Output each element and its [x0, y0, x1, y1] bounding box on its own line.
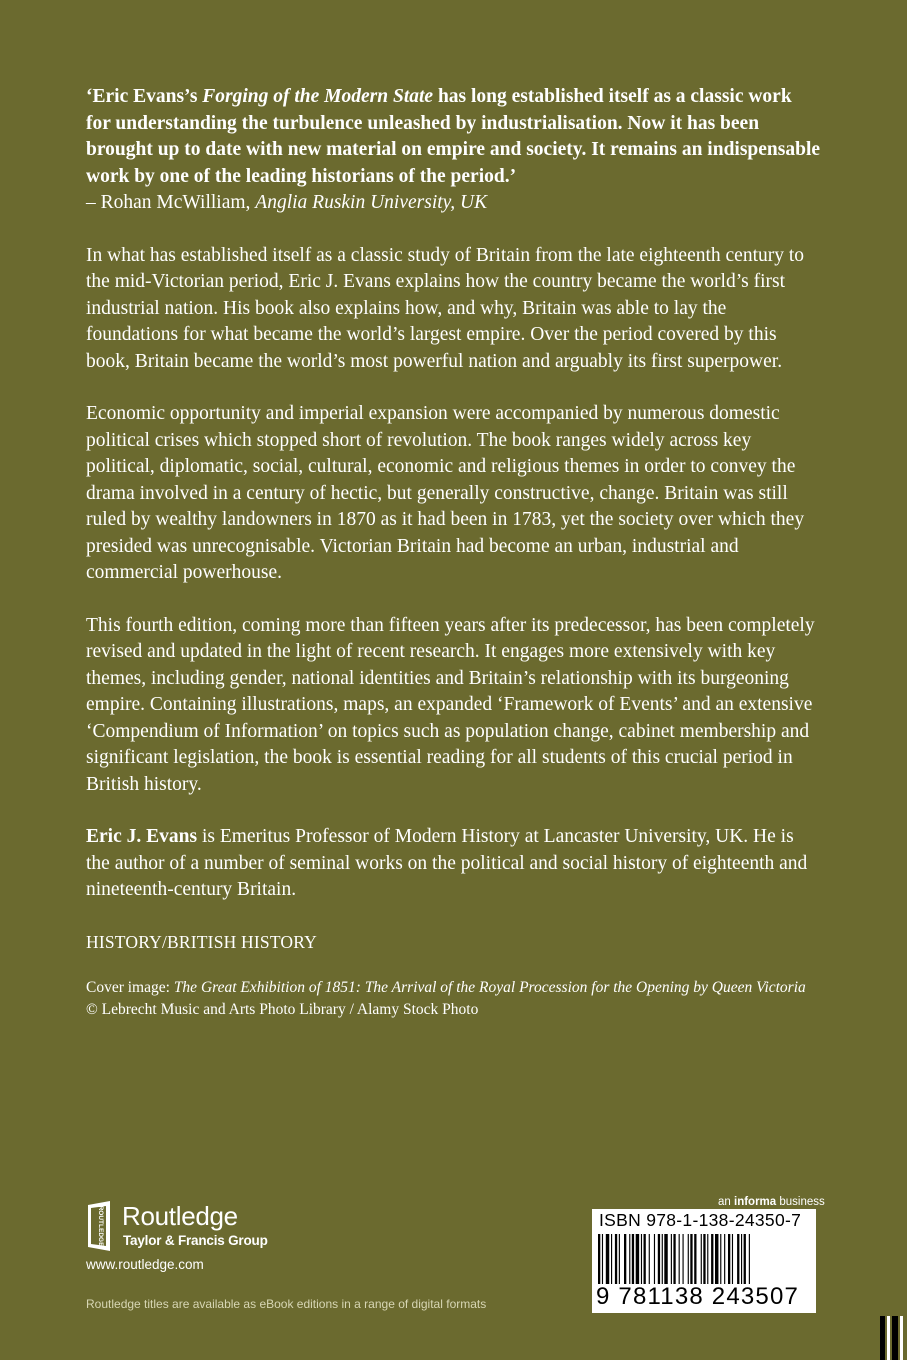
- barcode-bar: [671, 1234, 672, 1284]
- barcode-bar: [732, 1234, 733, 1284]
- barcode-bar: [602, 1234, 603, 1284]
- barcode-bars: [598, 1234, 808, 1284]
- barcode-digits: 9 781138 243507: [596, 1283, 800, 1310]
- barcode-bar: [679, 1234, 680, 1284]
- author-bio: Eric J. Evans is Emeritus Professor of Modern History at Lancaster University, UK. He is the author of a number of seminal works on the political and social history of eighteenth and nineteenth-century Britain.: [86, 826, 808, 900]
- cover-image-credit: Cover image: The Great Exhibition of 1851: The Arrival of the Royal Procession for the Opening by Queen Victoria © Lebrecht Music and Arts Photo Library / Alamy Stock Photo: [86, 978, 806, 1018]
- author-name: Eric J. Evans: [86, 826, 198, 847]
- barcode-bar: [624, 1234, 626, 1284]
- barcode-bar: [611, 1234, 612, 1284]
- logo-vertical-text: ROUTLEDGE: [97, 1205, 104, 1247]
- barcode-bar: [662, 1234, 663, 1284]
- publisher-name: Routledge: [122, 1201, 238, 1231]
- barcode-bar: [715, 1234, 718, 1284]
- barcode-bar: [619, 1234, 620, 1284]
- barcode-bar: [737, 1234, 739, 1284]
- publisher-group: Taylor & Francis Group: [123, 1233, 268, 1248]
- barcode-bar: [615, 1234, 617, 1284]
- barcode-bar: [664, 1234, 667, 1284]
- barcode-bar: [632, 1234, 634, 1284]
- isbn-barcode: [592, 1209, 816, 1313]
- barcode-bar: [598, 1234, 600, 1284]
- barcode-bar: [649, 1234, 650, 1284]
- barcode-bar: [690, 1234, 692, 1284]
- endorsement-quote: ‘Eric Evans’s Forging of the Modern State has long established itself as a classic work for understanding the turbulence unleashed by industrialisation. Now it has been brought up to date with new material on empire and society. It remains an indispensable work by one of the leading historians of the period.’: [86, 86, 821, 187]
- subject-category: HISTORY/BRITISH HISTORY: [86, 931, 318, 952]
- barcode-bar: [683, 1234, 684, 1284]
- barcode-bar: [701, 1234, 702, 1284]
- barcode-bar: [703, 1234, 705, 1284]
- informa-business-tag: an informa business: [718, 1196, 825, 1208]
- barcode-bar: [629, 1234, 630, 1284]
- barcode-bar: [688, 1234, 689, 1284]
- barcode-bar: [728, 1234, 730, 1284]
- routledge-logo-icon: [86, 1201, 112, 1251]
- barcode-bar: [606, 1234, 609, 1284]
- barcode-bar: [654, 1234, 655, 1284]
- barcode-bar: [720, 1234, 721, 1284]
- barcode-bar: [636, 1234, 639, 1284]
- isbn-label: ISBN 978-1-138-24350-7: [599, 1210, 802, 1230]
- edge-barcode-fragment: [878, 1316, 907, 1360]
- publisher-website: www.routledge.com: [86, 1257, 204, 1272]
- barcode-bar: [641, 1234, 642, 1284]
- quoted-book-title: Forging of the Modern State: [202, 86, 434, 107]
- description-paragraph-1: In what has established itself as a classic study of Britain from the late eighteenth century to the mid-Victorian period, Eric J. Evans explains how the country became the world’s first industrial nation. His book also explains how, and why, Britain was able to lay the foundations for what became the world’s largest empire. Over the period covered by this book, Britain became the world’s most powerful nation and arguably its first superpower.: [86, 244, 805, 372]
- barcode-bar: [741, 1234, 742, 1284]
- barcode-bar: [724, 1234, 725, 1284]
- barcode-bar: [711, 1234, 713, 1284]
- barcode-bar: [658, 1234, 660, 1284]
- barcode-bar: [673, 1234, 675, 1284]
- barcode-bar: [749, 1234, 750, 1284]
- description-paragraph-2: Economic opportunity and imperial expansion were accompanied by numerous domestic political crises which stopped short of revolution. The book ranges widely across key political, diplomatic, social, cultural, economic and religious themes in order to convey the drama involved in a century of hectic, but generally constructive, change. Britain was still ruled by wealthy landowners in 1870 as it had been in 1783, yet the society over which they presided was unrecognisable. Victorian Britain had become an urban, industrial and commercial powerhouse.: [86, 403, 805, 583]
- ebook-note: Routledge titles are available as eBook editions in a range of digital formats: [86, 1297, 487, 1311]
- barcode-bar: [744, 1234, 746, 1284]
- endorsement-attribution: – Rohan McWilliam, Anglia Ruskin University, UK: [86, 192, 488, 213]
- routledge-logo: [86, 1199, 286, 1255]
- barcode-bar: [694, 1234, 696, 1284]
- description-paragraph-3: This fourth edition, coming more than fifteen years after its predecessor, has been completely revised and updated in the light of recent research. It engages more extensively with key themes, including gender, national identities and Britain’s relationship with its burgeoning empire. Containing illustrations, maps, an expanded ‘Framework of Events’ and an extensive ‘Compendium of Information’ on topics such as population change, cabinet membership and significant legislation, the book is essential reading for all students of this crucial period in British history.: [86, 614, 815, 795]
- barcode-bar: [644, 1234, 646, 1284]
- blurb: [86, 84, 821, 1021]
- barcode-bar: [707, 1234, 708, 1284]
